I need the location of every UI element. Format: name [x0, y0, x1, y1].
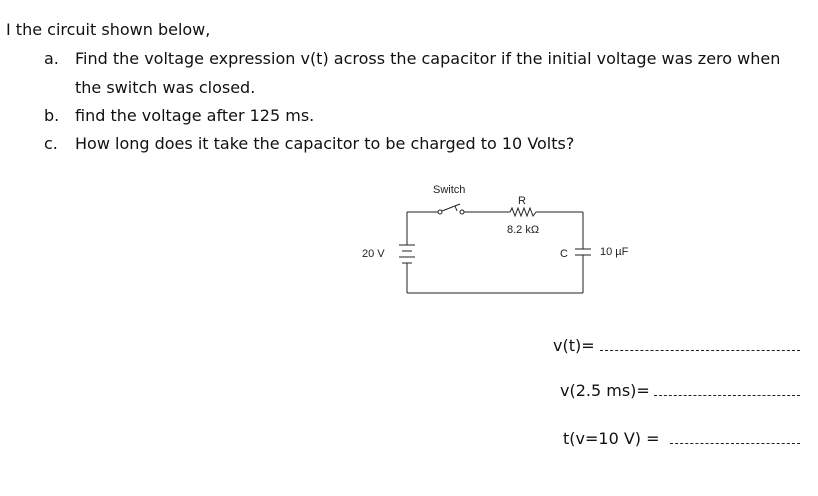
battery-symbol — [399, 245, 415, 267]
rc-circuit-diagram — [340, 175, 660, 305]
resistor-symbol — [510, 208, 536, 216]
circuit-wires — [407, 212, 583, 293]
capacitor-value-label: 10 µF — [600, 246, 629, 258]
question-a-text-continued: the switch was closed. — [75, 78, 256, 97]
answer-v-2-5ms-label: v(2.5 ms)= — [560, 381, 650, 400]
question-a-marker: a. — [44, 49, 59, 68]
answer-t-v10-label: t(v=10 V) = — [563, 429, 660, 448]
question-c-text: How long does it take the capacitor to be charged to 10 Volts? — [75, 134, 575, 153]
switch-label: Switch — [433, 184, 466, 196]
question-b-marker: b. — [44, 106, 60, 125]
capacitor-symbol-label: C — [560, 248, 568, 260]
question-a-text: Find the voltage expression v(t) across the capacitor if the initial voltage was zero when — [75, 49, 781, 68]
capacitor-symbol — [575, 249, 591, 255]
answer-vt-label: v(t)= — [553, 336, 595, 355]
question-b-text: find the voltage after 125 ms. — [75, 106, 315, 125]
source-value-label: 20 V — [362, 248, 385, 260]
resistor-value-label: 8.2 kΩ — [507, 224, 540, 236]
answer-v-2-5ms-line[interactable] — [654, 395, 800, 396]
switch-symbol — [438, 204, 464, 214]
question-c-marker: c. — [44, 134, 58, 153]
answer-vt-line[interactable] — [600, 350, 800, 351]
intro-line: I the circuit shown below, — [6, 20, 211, 39]
answer-t-v10-line[interactable] — [670, 443, 800, 444]
resistor-symbol-label: R — [518, 195, 526, 207]
